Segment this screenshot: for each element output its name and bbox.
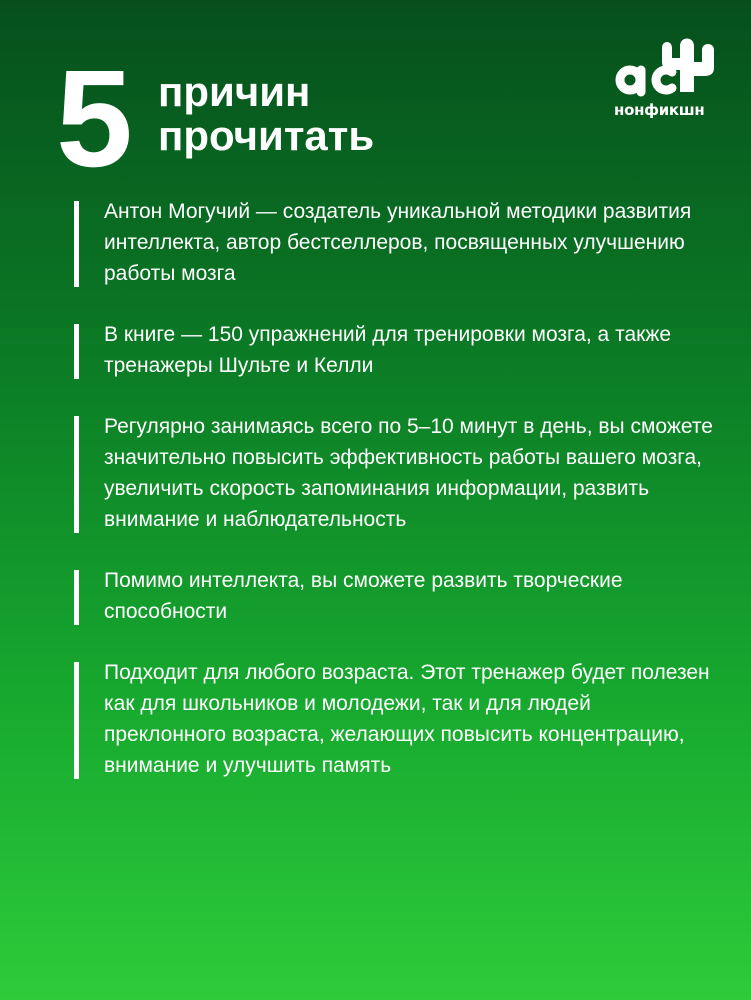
page-title-line-1: причин xyxy=(158,68,311,115)
page-title-line-2: прочитать xyxy=(158,112,375,159)
reason-item xyxy=(74,319,714,381)
reasons-count: 5 xyxy=(56,42,131,196)
reason-bar xyxy=(74,662,79,779)
reason-text: Регулярно занимаясь всего по 5–10 минут в день, вы сможете значительно повысить эффективность работы вашего мозга, увеличить скорость запоминания информации, развить внимание и наблюдательность xyxy=(104,415,713,531)
reason-text: Подходит для любого возраста. Этот тренажер будет полезен как для школьников и молодежи, так и для людей преклонного возраста, желающих повысить концентрацию, внимание и улучшить память xyxy=(104,661,710,777)
reason-bar xyxy=(74,324,79,379)
reason-text: Антон Могучий — создатель уникальной методики развития интеллекта, автор бестселлеров, посвященных улучшению работы мозга xyxy=(104,200,692,285)
reasons-list xyxy=(74,196,714,811)
reason-item xyxy=(74,565,714,627)
reason-bar xyxy=(74,201,79,287)
publisher-imprint: нонфикшн xyxy=(614,101,705,119)
reason-item xyxy=(74,196,714,289)
reason-item xyxy=(74,411,714,535)
reason-text: Помимо интеллекта, вы сможете развить творческие способности xyxy=(104,569,623,623)
reason-text: В книге — 150 упражнений для тренировки мозга, а также тренажеры Шульте и Келли xyxy=(104,323,672,377)
cactus-icon xyxy=(610,28,720,102)
page-title xyxy=(158,70,374,158)
reason-bar xyxy=(74,570,79,625)
publisher-logo xyxy=(610,28,720,128)
reason-bar xyxy=(74,416,79,533)
header xyxy=(56,42,696,196)
reason-item xyxy=(74,657,714,781)
